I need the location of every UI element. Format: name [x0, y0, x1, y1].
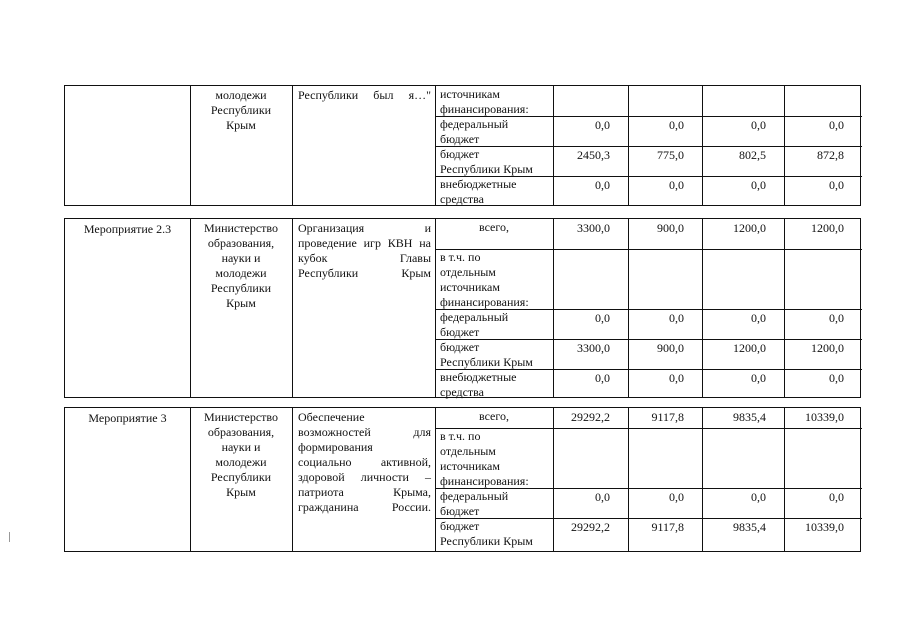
funding-source: бюджет	[440, 132, 480, 146]
description-text: Организация и	[298, 221, 431, 235]
description-text: формирования	[298, 440, 373, 454]
executor-text: Министерство	[204, 410, 278, 424]
amount-cell: 3300,0	[577, 341, 610, 355]
amount-cell: 0,0	[751, 311, 766, 325]
funding-source: всего,	[478, 220, 510, 234]
funding-source: федеральный	[440, 489, 509, 503]
amount-cell: 0,0	[595, 311, 610, 325]
amount-cell: 0,0	[669, 490, 684, 504]
amount-cell: 0,0	[669, 311, 684, 325]
amount-cell: 0,0	[669, 178, 684, 192]
executor-text: образования,	[207, 425, 275, 439]
amount-cell: 775,0	[657, 148, 684, 162]
amount-cell: 2450,3	[577, 148, 610, 162]
amount-cell: 0,0	[669, 371, 684, 385]
funding-source: Республики Крым	[440, 534, 533, 548]
amount-cell: 0,0	[751, 118, 766, 132]
funding-source: Республики Крым	[440, 355, 533, 369]
executor-text: Крым	[226, 296, 256, 310]
funding-source: финансирования:	[440, 102, 529, 116]
column-divider	[292, 219, 293, 397]
funding-source: федеральный	[440, 310, 509, 324]
funding-source: внебюджетные	[440, 177, 517, 191]
amount-cell: 900,0	[657, 221, 684, 235]
funding-source: бюджет	[440, 147, 480, 161]
amount-cell: 1200,0	[811, 341, 844, 355]
amount-cell: 10339,0	[805, 410, 844, 424]
amount-cell: 29292,2	[571, 410, 610, 424]
amount-cell: 0,0	[751, 178, 766, 192]
executor-text: образования,	[207, 236, 275, 250]
amount-cell: 1200,0	[811, 221, 844, 235]
funding-source: бюджет	[440, 340, 480, 354]
executor-text: молодежи	[215, 455, 267, 469]
amount-cell: 872,8	[817, 148, 844, 162]
column-divider	[435, 408, 436, 551]
funding-source: бюджет	[440, 325, 480, 339]
amount-cell: 0,0	[829, 178, 844, 192]
amount-cell: 900,0	[657, 341, 684, 355]
amount-cell: 3300,0	[577, 221, 610, 235]
table-block	[64, 85, 861, 206]
amount-cell: 0,0	[595, 371, 610, 385]
measure-name: Мероприятие 2.3	[83, 222, 172, 236]
amount-cell: 0,0	[595, 118, 610, 132]
executor-text: Республики	[210, 103, 272, 117]
column-divider	[435, 219, 436, 397]
amount-cell: 0,0	[829, 311, 844, 325]
executor-text: науки и	[221, 251, 261, 265]
amount-cell: 10339,0	[805, 520, 844, 534]
description-text: проведение игр КВН на	[298, 236, 431, 250]
funding-source: средства	[440, 385, 485, 399]
funding-source: федеральный	[440, 117, 509, 131]
description-text: гражданина России.	[298, 500, 431, 514]
amount-cell: 1200,0	[733, 341, 766, 355]
funding-source: финансирования:	[440, 474, 529, 488]
funding-source: в т.ч. по	[440, 429, 481, 443]
executor-text: Крым	[226, 485, 256, 499]
executor-text: науки и	[221, 440, 261, 454]
executor-text: Министерство	[204, 221, 278, 235]
description-text: кубок Главы	[298, 251, 431, 265]
funding-source: финансирования:	[440, 295, 529, 309]
amount-cell: 0,0	[751, 490, 766, 504]
funding-source: источникам	[440, 87, 500, 101]
funding-source: всего,	[478, 409, 510, 423]
funding-source: средства	[440, 192, 485, 206]
amount-cell: 9835,4	[733, 410, 766, 424]
amount-cell: 9835,4	[733, 520, 766, 534]
measure-name: Мероприятие 3	[88, 411, 167, 425]
amount-cell: 0,0	[751, 371, 766, 385]
amount-cell: 1200,0	[733, 221, 766, 235]
description-text: патриота Крыма,	[298, 485, 431, 499]
amount-cell: 9117,8	[651, 520, 684, 534]
funding-source: отдельным	[440, 265, 496, 279]
funding-source: бюджет	[440, 519, 480, 533]
funding-source: Республики Крым	[440, 162, 533, 176]
amount-cell: 9117,8	[651, 410, 684, 424]
scan-mark	[9, 532, 10, 542]
executor-text: молодежи	[215, 88, 267, 102]
funding-source: бюджет	[440, 504, 480, 518]
executor-text: молодежи	[215, 266, 267, 280]
amount-cell: 0,0	[829, 118, 844, 132]
executor-text: Республики	[210, 470, 272, 484]
funding-source: внебюджетные	[440, 370, 517, 384]
table-block	[64, 218, 861, 398]
column-divider	[292, 86, 293, 205]
funding-source: в т.ч. по	[440, 250, 481, 264]
executor-text: Республики	[210, 281, 272, 295]
amount-cell: 29292,2	[571, 520, 610, 534]
funding-source: источникам	[440, 459, 500, 473]
column-divider	[292, 408, 293, 551]
description-text: здоровой личности –	[298, 470, 431, 484]
amount-cell: 802,5	[739, 148, 766, 162]
amount-cell: 0,0	[595, 178, 610, 192]
funding-source: источникам	[440, 280, 500, 294]
amount-cell: 0,0	[829, 490, 844, 504]
funding-source: отдельным	[440, 444, 496, 458]
description-text: социально активной,	[298, 455, 431, 469]
amount-cell: 0,0	[829, 371, 844, 385]
amount-cell: 0,0	[669, 118, 684, 132]
description-text: Республики Крым	[298, 266, 431, 280]
description-text: Обеспечение	[298, 410, 365, 424]
executor-text: Крым	[226, 118, 256, 132]
amount-cell: 0,0	[595, 490, 610, 504]
table-block	[64, 407, 861, 552]
description-text: Республики был я…"	[298, 88, 431, 102]
description-text: возможностей для	[298, 425, 431, 439]
